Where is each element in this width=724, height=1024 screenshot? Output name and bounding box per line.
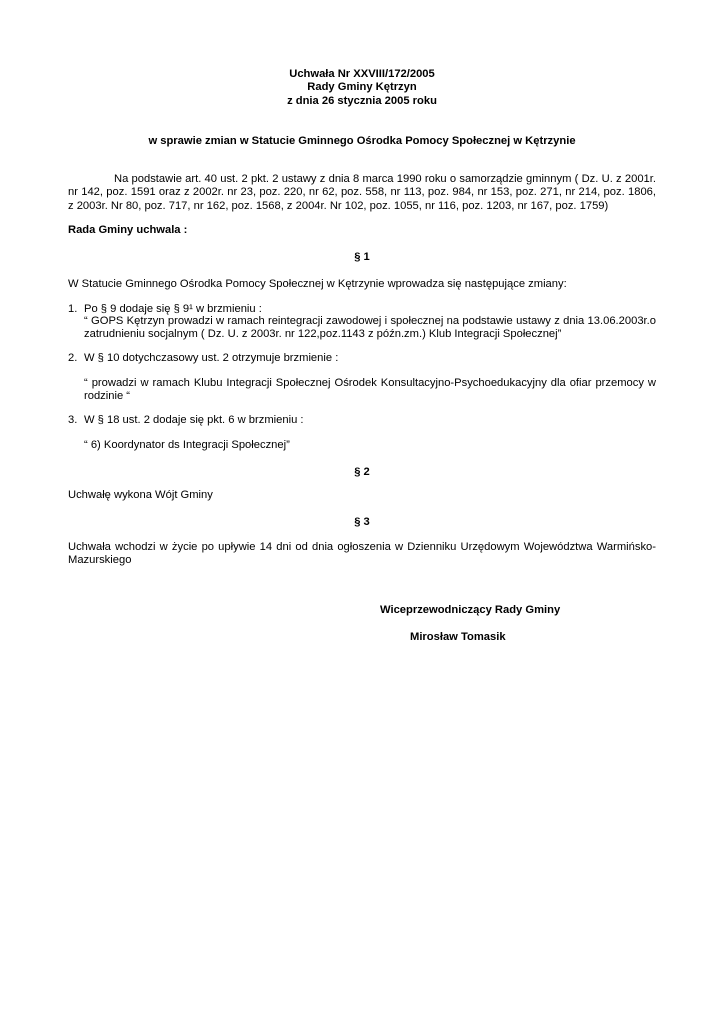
- item-number: 3.: [68, 414, 78, 426]
- section-1-heading: § 1: [354, 251, 370, 263]
- resolution-number: Uchwała Nr XXVIII/172/2005: [289, 68, 435, 80]
- item-text: W § 10 dotychczasowy ust. 2 otrzymuje brzmienie :: [84, 352, 339, 364]
- resolution-header: [0, 68, 724, 108]
- item-text: W § 18 ust. 2 dodaje się pkt. 6 w brzmieniu :: [84, 414, 304, 426]
- item-number: 1.: [68, 303, 78, 315]
- item-quote: “ GOPS Kętrzyn prowadzi w ramach reintegracji zawodowej i społecznej na podstawie ustawy z dnia 13.06.2003r.o zatrudnieniu socjalnym ( Dz. U. z 2003r. nr 122,poz.1143 z późn.zm.) Klub Integracji Społecznej”: [84, 315, 656, 341]
- council-resolves-label: Rada Gminy uchwala :: [68, 224, 188, 236]
- resolution-subject: w sprawie zmian w Statucie Gminnego Ośrodka Pomocy Społecznej w Kętrzynie: [148, 135, 576, 147]
- legal-basis-text: Na podstawie art. 40 ust. 2 pkt. 2 ustawy z dnia 8 marca 1990 roku o samorządzie gminnym ( Dz. U. z 2001r. nr 142, poz. 1591 oraz z 2002r. nr 23, poz. 220, nr 62, poz. 558, nr 113, poz. 984, nr 153, poz. 271, nr 214, poz. 1806, z 2003r. Nr 80, poz. 717, nr 162, poz. 1568, z 2004r. Nr 102, poz. 1055, nr 116, poz. 1203, nr 167, poz. 1759): [68, 173, 656, 212]
- section-3-heading: § 3: [354, 516, 370, 528]
- item-quote: “ prowadzi w ramach Klubu Integracji Społecznej Ośrodek Konsultacyjno-Psychoedukacyjny dla ofiar przemocy w rodzinie “: [84, 377, 656, 403]
- item-text: Po § 9 dodaje się § 9¹ w brzmieniu :: [84, 303, 262, 315]
- signature-name: Mirosław Tomasik: [410, 631, 506, 643]
- section-3-text: Uchwała wchodzi w życie po upływie 14 dni od dnia ogłoszenia w Dzienniku Urzędowym Województwa Warmińsko-Mazurskiego: [68, 541, 656, 567]
- section-1-intro: W Statucie Gminnego Ośrodka Pomocy Społecznej w Kętrzynie wprowadza się następujące zmiany:: [68, 278, 567, 290]
- resolution-date: z dnia 26 stycznia 2005 roku: [287, 94, 437, 107]
- legal-basis: [68, 173, 656, 213]
- signature-title: Wiceprzewodniczący Rady Gminy: [380, 604, 561, 616]
- council-name: Rady Gminy Kętrzyn: [307, 81, 417, 94]
- section-2-text: Uchwałę wykona Wójt Gminy: [68, 489, 213, 501]
- item-quote: “ 6) Koordynator ds Integracji Społecznej”: [84, 439, 290, 451]
- item-number: 2.: [68, 352, 78, 364]
- section-2-heading: § 2: [354, 466, 370, 478]
